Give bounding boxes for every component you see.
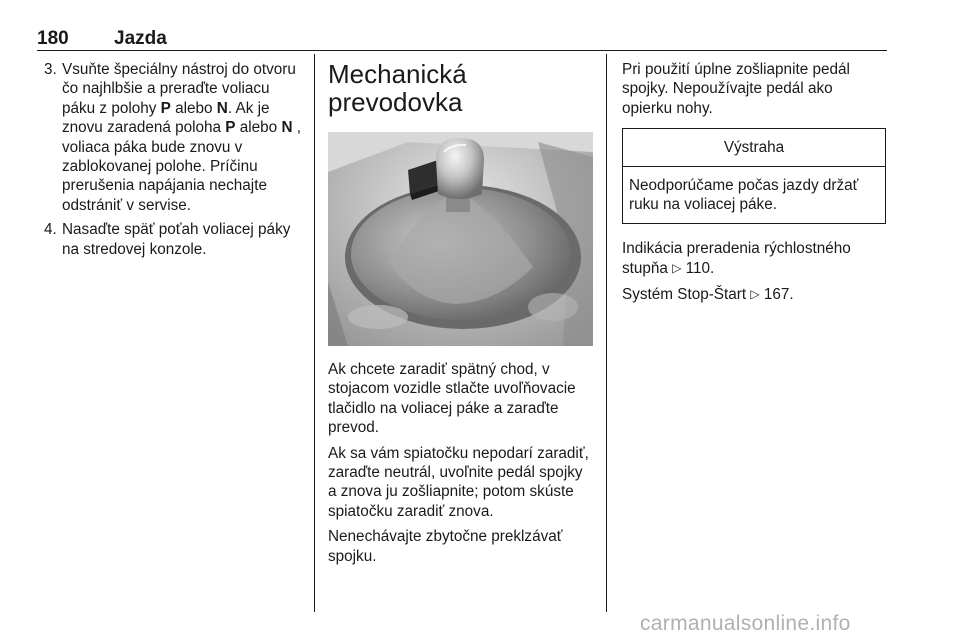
warning-box (622, 128, 886, 224)
step-text: Nasaďte späť poťah voliacej páky na stredovej konzole. (62, 221, 291, 258)
step-number: 4. (44, 221, 57, 239)
reference-page[interactable]: 167. (763, 286, 794, 304)
reference-text: Indikácia preradenia rýchlostného stupňa (622, 240, 851, 277)
step-text: . Ak je znovu zaradená poloha (62, 99, 270, 137)
column-left (44, 60, 306, 264)
gear-lever-photo (328, 132, 593, 346)
step-text: Vsuňte špeciálny nástroj do otvoru čo najhlbšie a preraďte voliacu páku z polohy (62, 61, 296, 117)
gear-position-p: P (225, 119, 236, 137)
step-number: 3. (44, 61, 57, 78)
paragraph: Pri použití úplne zošliapnite pedál spojky. Nepoužívajte pedál ako opierku nohy. (622, 61, 850, 117)
column-middle (328, 60, 593, 572)
cross-reference[interactable] (622, 239, 886, 279)
step-text: , voliaca páka bude znovu v zablokovanej polohe. Príčinu prerušenia napájania nechajte odstrániť v servise. (62, 119, 301, 214)
page-ref-icon: ▷ (672, 260, 682, 275)
gear-position-n: N (216, 99, 228, 117)
list-item (44, 60, 306, 215)
page-header (37, 26, 887, 51)
gear-position-p: P (160, 99, 171, 117)
watermark: carmanualsonline.info (640, 612, 851, 635)
page-number: 180 (37, 28, 69, 49)
paragraph: Ak chcete zaradiť spätný chod, v stojacom vozidle stlačte uvoľňovacie tlačidlo na voliacej páke a zaraďte prevod. (328, 361, 576, 437)
paragraph: Ak sa vám spiatočku nepodarí zaradiť, zaraďte neutrál, uvoľnite pedál spojky a znova ju zošliapnite; potom skúste spiatočku zaradiť znova. (328, 444, 589, 520)
step-text: alebo (235, 119, 282, 137)
reference-page[interactable]: 110. (685, 259, 715, 277)
gear-position-n: N (281, 119, 293, 137)
step-text: alebo (170, 99, 217, 117)
instruction-steps (44, 60, 306, 259)
column-divider (314, 54, 315, 612)
warning-title: Výstraha (623, 129, 885, 166)
column-right (622, 60, 886, 312)
list-item (44, 220, 306, 259)
page-ref-icon: ▷ (750, 287, 760, 302)
paragraph: Nenechávajte zbytočne preklzávať spojku. (328, 528, 563, 565)
reference-text: Systém Stop-Štart (622, 286, 751, 304)
section-heading: Mechanická prevodovka (328, 59, 467, 117)
column-divider (606, 54, 607, 612)
chapter-title: Jazda (114, 28, 167, 49)
cross-reference[interactable] (622, 285, 886, 305)
warning-text: Neodporúčame počas jazdy držať ruku na voliacej páke. (629, 176, 859, 214)
